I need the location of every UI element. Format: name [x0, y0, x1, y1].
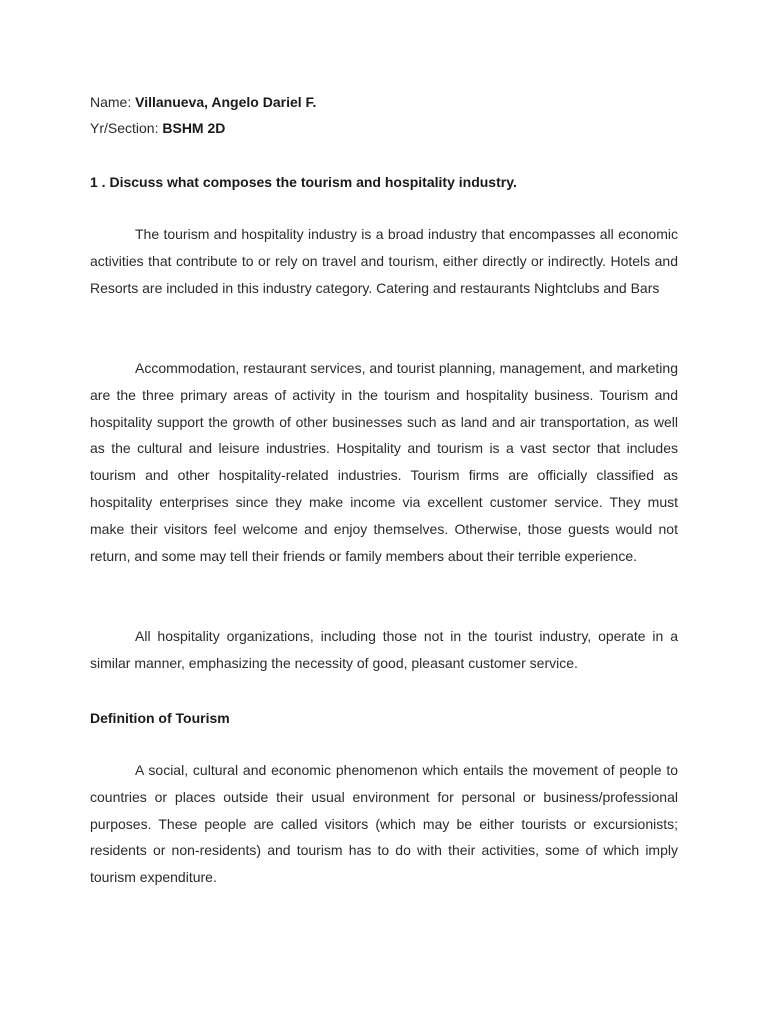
name-value: Villanueva, Angelo Dariel F.: [135, 94, 317, 110]
name-label: Name:: [90, 94, 132, 110]
question-title: 1 . Discuss what composes the tourism and hospitality industry.: [90, 174, 517, 190]
body-paragraph-2: Accommodation, restaurant services, and tourist planning, management, and marketing are the three primary areas of activity in the tourism and hospitality business. Tourism and hospitality support the growth of other businesses such as land and air transportation, as well as the cultural and leisure industries. Hospitality and tourism is a vast sector that includes tourism and other hospitality-related industries. Tourism firms are officially classified as hospitality enterprises since they make income via excellent customer service. They must make their visitors feel welcome and enjoy themselves. Otherwise, those guests would not return, and some may tell their friends or family members about their terrible experience.: [90, 360, 678, 564]
body-paragraph-1: The tourism and hospitality industry is a broad industry that encompasses all economic activities that contribute to or rely on travel and tourism, either directly or indirectly. Hotels and Resorts are included in this industry category. Catering and restaurants Nightclubs and Bars: [90, 226, 678, 296]
definition-heading: Definition of Tourism: [90, 710, 230, 726]
section-value: BSHM 2D: [162, 120, 226, 136]
definition-paragraph: A social, cultural and economic phenomenon which entails the movement of people to countries or places outside their usual environment for personal or business/professional purposes. These people are called visitors (which may be either tourists or excursionists; residents or non-residents) and tourism has to do with their activities, some of which imply tourism expenditure.: [90, 762, 678, 886]
section-label: Yr/Section:: [90, 120, 159, 136]
body-paragraph-3: All hospitality organizations, including those not in the tourist industry, operate in a similar manner, emphasizing the necessity of good, pleasant customer service.: [90, 628, 678, 671]
section-line: [90, 119, 225, 137]
name-line: [90, 93, 316, 111]
